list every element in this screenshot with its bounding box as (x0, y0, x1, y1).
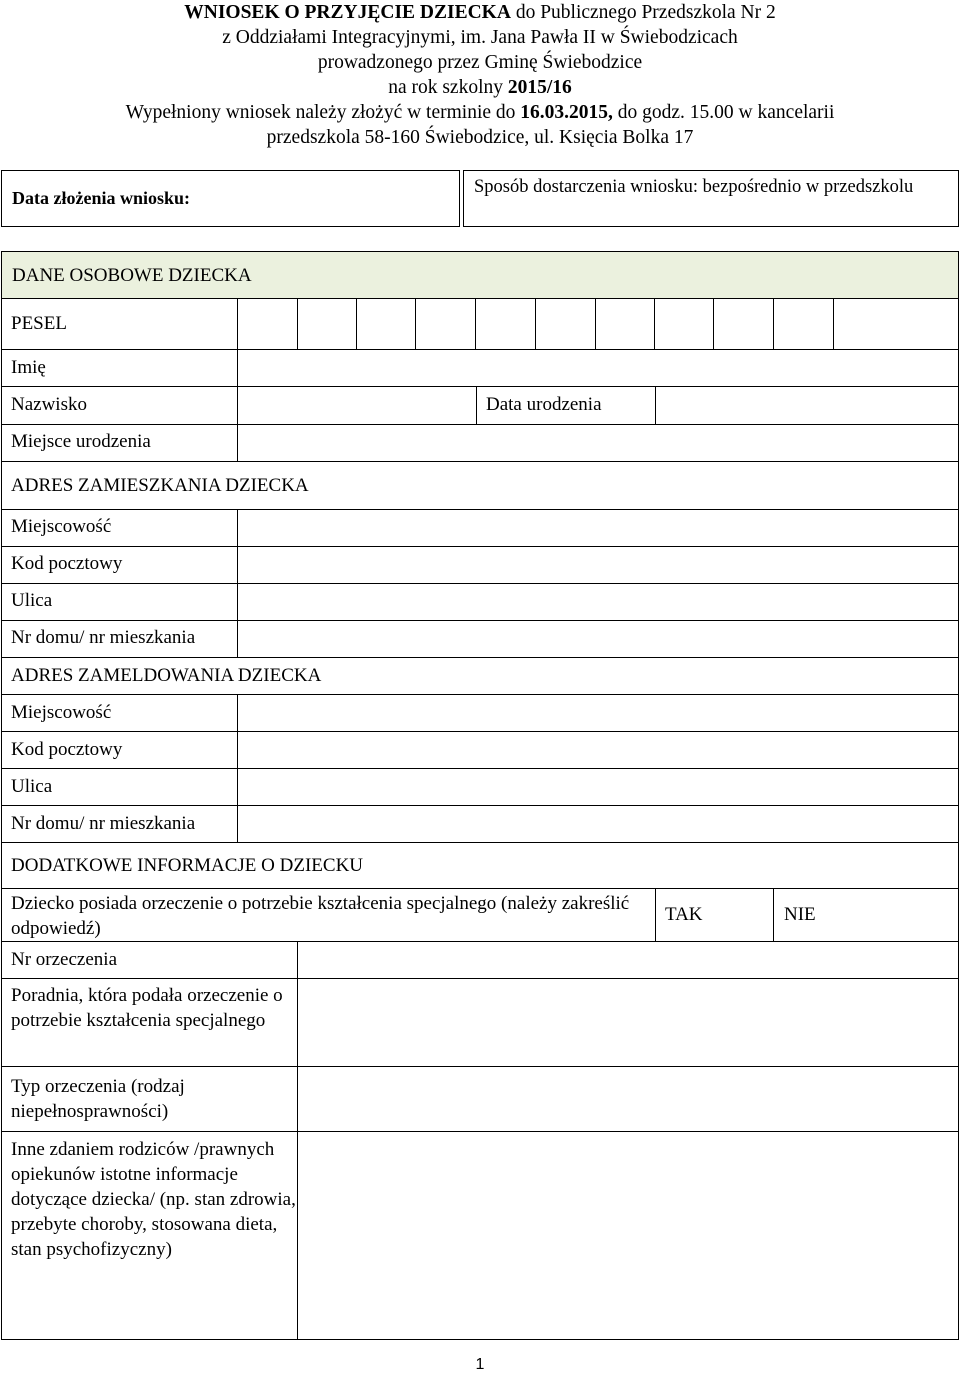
section-child-data-title: DANE OSOBOWE DZIECKA (12, 265, 252, 286)
pesel-cell-divider (415, 299, 416, 349)
answer-no-label: NIE (784, 904, 816, 925)
residence-section-title: ADRES ZAMIESZKANIA DZIECKA (11, 475, 309, 496)
submission-date-label: Data złożenia wniosku: (12, 188, 191, 208)
form-header (0, 0, 960, 150)
other-info-label: Inne zdaniem rodziców /prawnych opiekunów istotne informacje dotyczące dziecka/ (np. stan zdrowia, przebyte choroby, stosowana dieta, stan psychofizyczny) (11, 1139, 296, 1260)
first-name-label: Imię (11, 357, 46, 378)
form-title: WNIOSEK O PRZYJĘCIE DZIECKA (184, 2, 511, 23)
pesel-cell-divider (356, 299, 357, 349)
certificate-type-field[interactable] (298, 1067, 958, 1130)
header-line-1: WNIOSEK O PRZYJĘCIE DZIECKA do Publicznego Przedszkola Nr 2 (184, 2, 776, 23)
col-divider (476, 386, 477, 424)
birth-place-label: Miejsce urodzenia (11, 431, 151, 452)
residence-street-field[interactable] (238, 584, 958, 619)
submission-date-box[interactable] (1, 170, 460, 227)
registration-house-label: Nr domu/ nr mieszkania (11, 813, 196, 834)
registration-house-field[interactable] (238, 806, 958, 841)
additional-section-title: DODATKOWE INFORMACJE O DZIECKU (11, 855, 364, 876)
pesel-label: PESEL (11, 313, 67, 334)
row-divider (1, 657, 959, 658)
registration-street-label: Ulica (11, 776, 53, 797)
certificate-type-label: Typ orzeczenia (rodzaj niepełnosprawności) (11, 1076, 185, 1122)
residence-house-label: Nr domu/ nr mieszkania (11, 627, 196, 648)
pesel-cell-divider (475, 299, 476, 349)
pesel-cell-divider (713, 299, 714, 349)
answer-yes-label: TAK (665, 904, 703, 925)
pesel-digit-field[interactable] (238, 300, 297, 348)
answer-yes-option[interactable] (656, 889, 772, 940)
registration-city-label: Miejscowość (11, 702, 112, 723)
certificate-number-label: Nr orzeczenia (11, 949, 118, 970)
header-line-3: prowadzonego przez Gminę Świebodzice (317, 52, 643, 73)
submission-method-label: Sposób dostarczenia wniosku: bezpośrednio w przedszkolu (474, 177, 914, 197)
last-name-label: Nazwisko (11, 394, 87, 415)
birth-date-field[interactable] (656, 387, 958, 423)
pesel-cell-divider (297, 299, 298, 349)
residence-street-label: Ulica (11, 590, 53, 611)
page-number: 1 (475, 1356, 485, 1373)
section-child-data-header (1, 251, 959, 299)
residence-city-label: Miejscowość (11, 516, 112, 537)
pesel-cell-divider (833, 299, 834, 349)
certificate-question-label: Dziecko posiada orzeczenie o potrzebie kształcenia specjalnego (należy zakreślić odpowiedź) (11, 893, 630, 939)
last-name-field[interactable] (238, 387, 475, 423)
header-line-5: Wypełniony wniosek należy złożyć w terminie do 16.03.2015, do godz. 15.00 w kancelarii (125, 102, 835, 123)
certificate-number-field[interactable] (298, 942, 958, 977)
other-info-field[interactable] (298, 1132, 958, 1339)
pesel-cell-divider (535, 299, 536, 349)
registration-city-field[interactable] (238, 695, 958, 730)
clinic-label: Poradnia, która podała orzeczenie o potrzebie kształcenia specjalnego (11, 985, 283, 1031)
residence-postal-label: Kod pocztowy (11, 553, 123, 574)
birth-date-label: Data urodzenia (486, 394, 602, 415)
pesel-cell-divider (654, 299, 655, 349)
header-line-2: z Oddziałami Integracyjnymi, im. Jana Pawła II w Świebodzicach (222, 27, 738, 48)
row-divider (1, 461, 959, 462)
clinic-field[interactable] (298, 979, 958, 1065)
registration-street-field[interactable] (238, 769, 958, 804)
residence-house-field[interactable] (238, 621, 958, 656)
birth-place-field[interactable] (238, 425, 958, 460)
residence-postal-field[interactable] (238, 547, 958, 582)
header-line-4: na rok szkolny 2015/16 (388, 77, 572, 98)
registration-postal-label: Kod pocztowy (11, 739, 123, 760)
pesel-cell-divider (773, 299, 774, 349)
answer-no-option[interactable] (774, 889, 958, 940)
header-line-6: przedszkola 58-160 Świebodzice, ul. Księcia Bolka 17 (266, 127, 694, 148)
row-divider (1, 842, 959, 843)
submission-method-box (463, 170, 959, 227)
pesel-cell-divider (595, 299, 596, 349)
first-name-field[interactable] (238, 350, 958, 385)
residence-city-field[interactable] (238, 510, 958, 545)
registration-section-title: ADRES ZAMELDOWANIA DZIECKA (11, 665, 322, 686)
registration-postal-field[interactable] (238, 732, 958, 767)
